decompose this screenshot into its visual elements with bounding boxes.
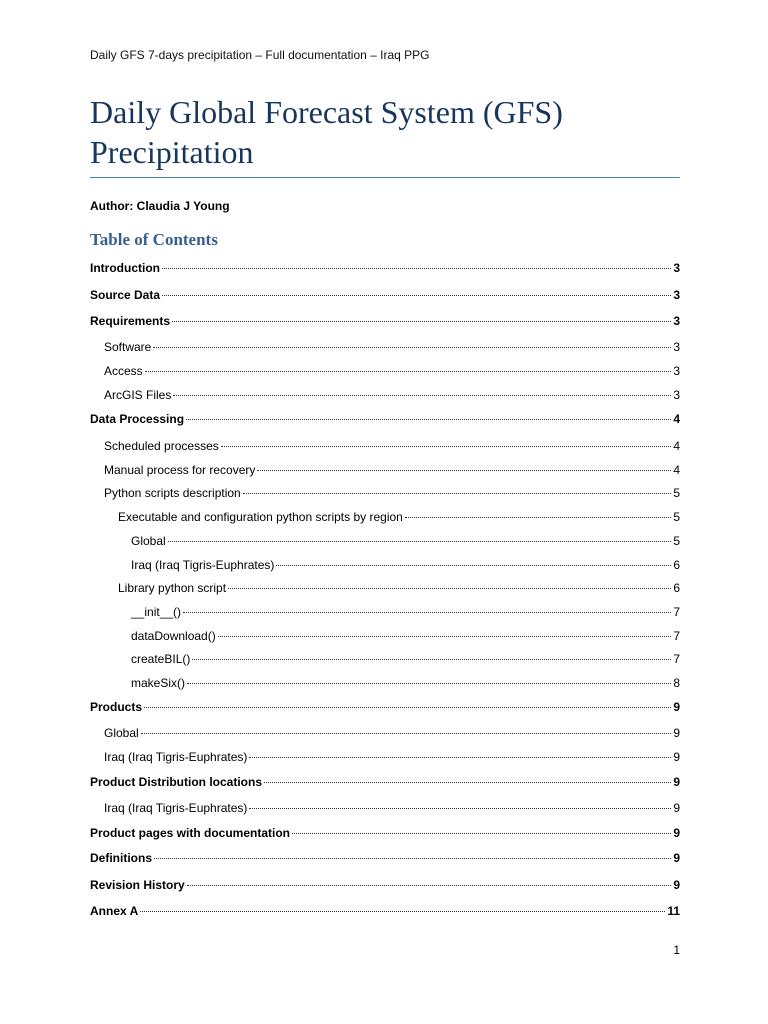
toc-entry-label: Iraq (Iraq Tigris-Euphrates) [131,558,275,572]
toc-entry[interactable] [104,800,680,816]
toc-entry[interactable] [90,313,680,329]
toc-entry-label: ArcGIS Files [104,388,172,402]
toc-entry-label: Global [104,726,139,740]
document-title-line2: Precipitation [90,134,254,170]
running-header: Daily GFS 7-days precipitation – Full documentation – Iraq PPG [90,48,430,62]
toc-entry-page: 4 [673,439,680,453]
toc-dot-leader [144,707,671,708]
toc-entry-page: 9 [673,801,680,815]
toc-entry[interactable] [90,287,680,303]
toc-entry-page: 5 [673,486,680,500]
toc-entry-page: 9 [673,700,680,714]
toc-entry-label: Requirements [90,314,171,328]
author-line: Author: Claudia J Young [90,199,230,213]
toc-entry[interactable] [131,675,680,691]
toc-entry[interactable] [104,363,680,379]
toc-entry-label: Annex A [90,904,139,918]
toc-entry-label: Source Data [90,288,161,302]
toc-dot-leader [221,446,672,447]
toc-entry[interactable] [104,485,680,501]
toc-dot-leader [249,757,671,758]
toc-entry-label: Manual process for recovery [104,463,256,477]
toc-entry-label: Iraq (Iraq Tigris-Euphrates) [104,801,248,815]
toc-dot-leader [140,911,665,912]
toc-entry-page: 3 [673,261,680,275]
toc-entry-label: dataDownload() [131,629,216,643]
toc-entry-page: 3 [673,340,680,354]
toc-dot-leader [173,395,671,396]
toc-entry-page: 5 [673,534,680,548]
toc-entry-page: 6 [673,581,680,595]
toc-entry[interactable] [90,825,680,841]
toc-entry-label: Revision History [90,878,185,892]
document-title-line1: Daily Global Forecast System (GFS) [90,94,563,130]
toc-entry[interactable] [90,903,680,919]
toc-entry-page: 9 [673,775,680,789]
toc-dot-leader [243,493,672,494]
toc-entry-page: 3 [673,364,680,378]
toc-entry[interactable] [131,557,680,573]
toc-entry-page: 7 [673,605,680,619]
toc-entry-label: Global [131,534,166,548]
toc-entry-page: 7 [673,629,680,643]
toc-dot-leader [154,858,671,859]
toc-dot-leader [192,659,671,660]
toc-dot-leader [405,517,671,518]
toc-entry[interactable] [104,462,680,478]
toc-dot-leader [153,347,671,348]
toc-entry-label: Software [104,340,152,354]
toc-entry[interactable] [90,260,680,276]
toc-dot-leader [249,808,671,809]
toc-entry-label: Executable and configuration python scripts by region [118,510,403,524]
document-title [90,92,690,172]
toc-entry-page: 8 [673,676,680,690]
toc-entry-label: __init__() [131,605,182,619]
toc-entry-label: Definitions [90,851,152,865]
toc-entry[interactable] [90,877,680,893]
toc-entry-page: 9 [673,750,680,764]
toc-entry[interactable] [90,774,680,790]
toc-entry-label: createBIL() [131,652,191,666]
toc-entry[interactable] [118,580,680,596]
toc-entry-page: 3 [673,388,680,402]
toc-entry-label: Product Distribution locations [90,775,263,789]
toc-entry[interactable] [104,438,680,454]
toc-entry-page: 4 [673,463,680,477]
toc-dot-leader [141,733,672,734]
toc-entry[interactable] [118,509,680,525]
toc-entry-page: 7 [673,652,680,666]
toc-dot-leader [183,612,671,613]
toc-entry[interactable] [90,850,680,866]
toc-dot-leader [162,268,671,269]
toc-entry-label: Product pages with documentation [90,826,291,840]
toc-entry-label: Python scripts description [104,486,241,500]
toc-entry[interactable] [131,628,680,644]
toc-entry-page: 11 [667,904,680,918]
toc-dot-leader [172,321,671,322]
toc-dot-leader [264,782,671,783]
toc-dot-leader [162,295,671,296]
toc-entry-page: 9 [673,826,680,840]
toc-dot-leader [276,565,671,566]
toc-entry[interactable] [131,533,680,549]
toc-entry-label: makeSix() [131,676,186,690]
toc-dot-leader [292,833,671,834]
toc-entry[interactable] [131,651,680,667]
toc-entry-label: Access [104,364,143,378]
toc-dot-leader [168,541,672,542]
toc-entry-page: 4 [673,412,680,426]
toc-entry-label: Iraq (Iraq Tigris-Euphrates) [104,750,248,764]
toc-heading: Table of Contents [90,230,218,249]
toc-dot-leader [218,636,672,637]
toc-entry[interactable] [104,339,680,355]
toc-entry-page: 9 [673,851,680,865]
toc-entry-label: Introduction [90,261,160,275]
toc-entry[interactable] [104,725,680,741]
toc-dot-leader [228,588,671,589]
toc-entry[interactable] [104,387,680,403]
toc-entry-page: 3 [673,314,680,328]
toc-dot-leader [186,419,671,420]
toc-entry-label: Products [90,700,143,714]
toc-dot-leader [187,683,671,684]
toc-entry-page: 9 [673,878,680,892]
toc-entry-label: Library python script [118,581,227,595]
toc-dot-leader [187,885,672,886]
toc-entry-label: Data Processing [90,412,185,426]
toc-entry-page: 6 [673,558,680,572]
toc-dot-leader [145,371,672,372]
toc-entry[interactable] [104,749,680,765]
toc-entry[interactable] [90,411,680,427]
toc-entry-page: 9 [673,726,680,740]
toc-entry[interactable] [90,699,680,715]
toc-entry[interactable] [131,604,680,620]
page-number: 1 [673,943,680,957]
title-underline [90,177,680,178]
toc-dot-leader [257,470,671,471]
toc-entry-label: Scheduled processes [104,439,219,453]
toc-entry-page: 5 [673,510,680,524]
toc-entry-page: 3 [673,288,680,302]
